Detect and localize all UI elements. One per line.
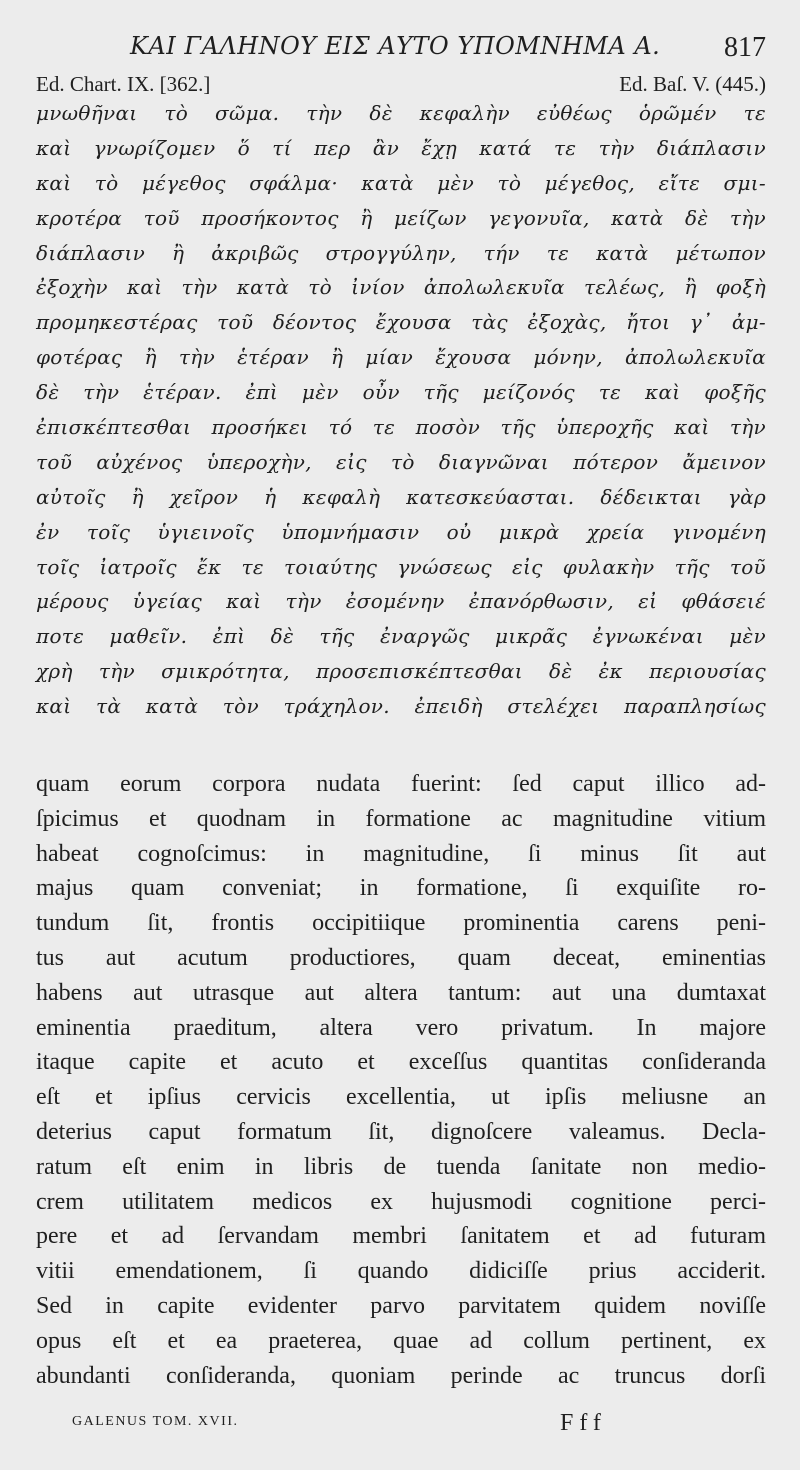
latin-line: ratum eſt enim in libris de tuenda ſanitate non medio- [36, 1153, 766, 1180]
greek-text-block [36, 96, 766, 724]
latin-line: eſt et ipſius cervicis excellentia, ut ipſis meliusne an [36, 1084, 766, 1111]
latin-line: Sed in capite evidenter parvo parvitatem quidem noviſſe [36, 1292, 766, 1319]
latin-text-block [36, 767, 766, 1393]
latin-line: tus aut acutum productiores, quam deceat, eminentias [36, 944, 766, 971]
greek-line: χρὴ τὴν σμικρότητα, προσεπισκέπτεσθαι δὲ ἐκ περιουσίας [36, 659, 766, 684]
page-number: 817 [724, 32, 766, 63]
running-head [0, 30, 800, 70]
greek-line: διάπλασιν ἢ ἀκριβῶς στρογγύλην, τήν τε κατὰ μέτωπον [36, 240, 766, 265]
latin-line: ſpicimus et quodnam in formatione ac magnitudine vitium [36, 805, 766, 832]
greek-line: προμηκεστέρας τοῦ δέοντος ἔχουσα τὰς ἐξοχὰς, ἤτοι γ᾽ ἀμ- [36, 310, 766, 335]
latin-line: tundum ſit, frontis occipitiique prominentia carens peni- [36, 910, 766, 937]
greek-line: καὶ γνωρίζομεν ὅ τί περ ἂν ἔχῃ κατά τε τὴν διάπλασιν [36, 135, 766, 160]
volume-signature: GALENUS TOM. XVII. [72, 1414, 239, 1429]
greek-line: καὶ τὰ κατὰ τὸν τράχηλον. ἐπειδὴ στελέχει παραπλησίως [36, 694, 766, 719]
greek-line: μνωθῆναι τὸ σῶμα. τὴν δὲ κεφαλὴν εὐθέως ὁρῶμέν τε [36, 101, 766, 125]
latin-line: deterius caput formatum ſit, dignoſcere valeamus. Decla- [36, 1118, 766, 1145]
greek-line: τοῖς ἰατροῖς ἔκ τε τοιαύτης γνώσεως εἰς φυλακὴν τῆς τοῦ [36, 554, 766, 579]
greek-line: ἐπισκέπτεσθαι προσήκει τό τε ποσὸν τῆς ὑπεροχῆς καὶ τὴν [36, 415, 766, 440]
greek-line: κροτέρα τοῦ προσήκοντος ἢ μείζων γεγονυῖα, κατὰ δὲ τὴν [36, 205, 766, 230]
greek-line: καὶ τὸ μέγεθος σφάλμα· κατὰ μὲν τὸ μέγεθος, εἴτε σμι- [36, 170, 766, 195]
greek-line: φοτέρας ἢ τὴν ἑτέραν ἢ μίαν ἔχουσα μόνην, ἀπολωλεκυῖα [36, 345, 766, 370]
greek-line: τοῦ αὐχένος ὑπεροχὴν, εἰς τὸ διαγνῶναι πότερον ἄμεινον [36, 449, 766, 474]
greek-line: μέρους ὑγείας καὶ τὴν ἐσομένην ἐπανόρθωσιν, εἰ φθάσειέ [36, 589, 766, 614]
greek-line: ἐξοχὴν καὶ τὴν κατὰ τὸ ἰνίον ἀπολωλεκυῖα τελέως, ἢ φοξὴ [36, 275, 766, 300]
greek-line: αὐτοῖς ἢ χεῖρον ἡ κεφαλὴ κατεσκεύασται. δέδεικται γὰρ [36, 484, 766, 509]
latin-line: habeat cognoſcimus: in magnitudine, ſi minus ſit aut [36, 840, 766, 867]
latin-line: majus quam conveniat; in formatione, ſi exquiſite ro- [36, 875, 766, 902]
latin-line: abundanti conſideranda, quoniam perinde ac truncus dorſi [36, 1362, 766, 1389]
greek-line: δὲ τὴν ἑτέραν. ἐπὶ μὲν οὖν τῆς μείζονός τε καὶ φοξῆς [36, 380, 766, 405]
latin-line: crem utilitatem medicos ex hujusmodi cognitione perci- [36, 1188, 766, 1215]
latin-line: vitii emendationem, ſi quando didiciſſe prius acciderit. [36, 1258, 766, 1285]
gathering-mark: Fff [560, 1410, 607, 1436]
latin-line: opus eſt et ea praeterea, quae ad collum pertinent, ex [36, 1327, 766, 1354]
page-footer [72, 1410, 632, 1440]
latin-line: habens aut utrasque aut altera tantum: aut una dumtaxat [36, 979, 766, 1006]
greek-line: ἐν τοῖς ὑγιεινοῖς ὑπομνήμασιν οὐ μικρὰ χρεία γινομένη [36, 519, 766, 544]
edition-chart-ref: Ed. Chart. IX. [362.] [36, 72, 211, 96]
latin-line: eminentia praeditum, altera vero privatum. In majore [36, 1014, 766, 1041]
latin-line: quam eorum corpora nudata fuerint: ſed caput illico ad- [36, 771, 766, 797]
greek-line: ποτε μαθεῖν. ἐπὶ δὲ τῆς ἐναργῶς μικρᾶς ἐγνωκέναι μὲν [36, 624, 766, 649]
latin-line: itaque capite et acuto et exceſſus quantitas conſideranda [36, 1049, 766, 1076]
latin-line: pere et ad ſervandam membri ſanitatem et ad futuram [36, 1223, 766, 1250]
running-title: ΚΑΙ ΓΑΛΗΝΟΥ ΕΙΣ ΑΥΤΟ ΥΠΟΜΝΗΜΑ Α. [130, 32, 661, 60]
edition-basel-ref: Ed. Baſ. V. (445.) [619, 72, 766, 96]
